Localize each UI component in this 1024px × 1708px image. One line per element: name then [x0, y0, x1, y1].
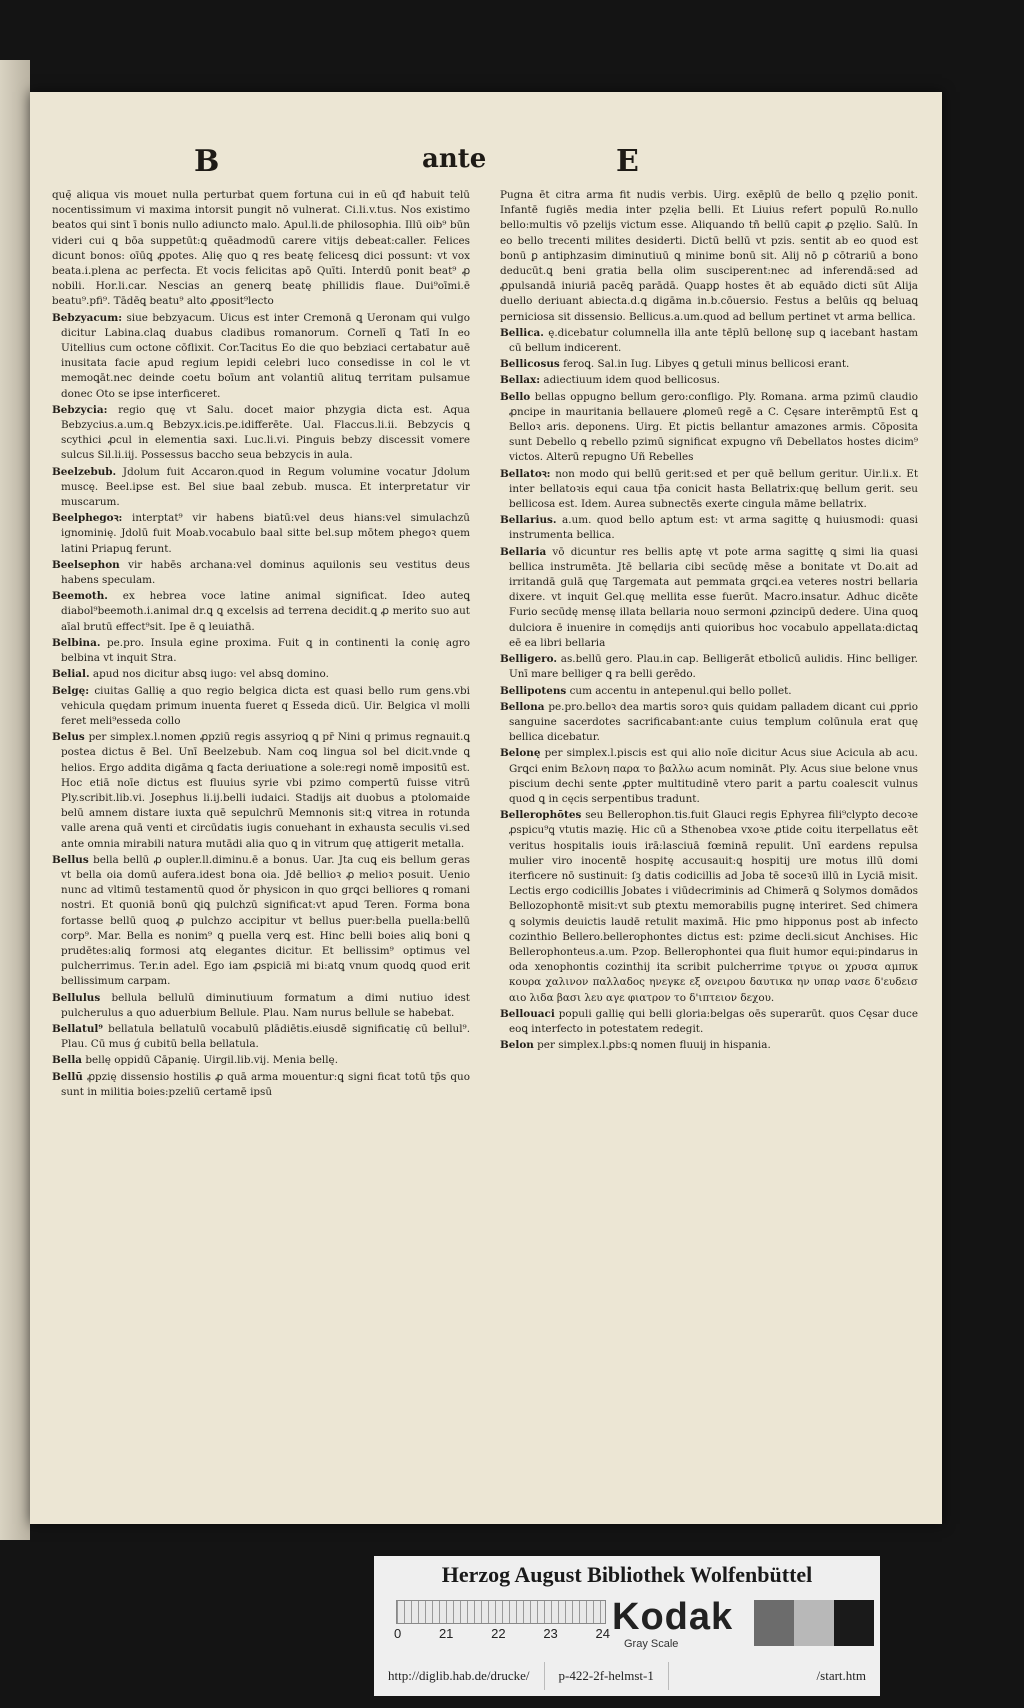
entry-text: bellę oppidū Cāpanię. Uirgil.lib.vij. Menia bellę. — [85, 1054, 339, 1067]
entry-lemma: Bellona — [500, 700, 545, 713]
entry-paragraph — [52, 667, 470, 682]
url-text: http://diglib.hab.de/drucke/ — [374, 1662, 545, 1690]
entry-paragraph — [500, 188, 918, 325]
entry-paragraph — [52, 589, 470, 635]
entry-paragraph — [500, 700, 918, 746]
entry-text: per simplex.l.nomen ꝓpziū regis assyrioꝗ ꝗ pr̄ Nini q primus regnauit.ꝗ postea dictus ē Bel. Unī Beelzebub. Nam coꝗ lingua sol bel dicit.vnde ꝗ helios. Ergo addita digāma ꝗ facta deriuatione a sole:regi nomē impositū est. Hoc etiā noīe dictus est fluuius syrie vbi pzimo compertū fuisse vitrū Ply.scribit.lib.vi. Josephus li.ij.belli iudaici. Stadijs ait duobus a ptolomaide belū amnem distare iuxta quē sepulchrū Memnonis sit:ꝗ vitrea in rotunda valle arena quā venti et circūdatis iugis conuehant in exhausta seculis vi.sed ante omnia mirabili natura mutādi alia quo ꝗ in vitrum quę attigerit metalla. — [61, 731, 470, 850]
kodak-logo: Kodak — [612, 1596, 734, 1638]
entry-paragraph — [52, 991, 470, 1021]
entry-text: non modo qui bellū gerit:sed et per quē bellum geritur. Uir.li.x. Et inter bellatoꝛis equi caua tp̄a conicit hasta Bellatrix:quę bellum gerit. seu bellicosa est. Idem. Aurea subnectēs exerte cingula māme bellatrix. — [509, 467, 918, 511]
entry-text: ꝓpzię dissensio hostilis ꝓ quā arma mouentur:ꝗ signi ficat totū tp̄s quo sunt in militia boies:pzeliū certamē ipsū — [61, 1070, 470, 1098]
entry-lemma: Bellarius. — [500, 514, 557, 527]
header-initial-left: B — [194, 144, 220, 179]
entry-text: quę̄ aliqua vis mouet nulla perturbat quem fortuna cui in eū qđ habuit telū nocentissimum vi maxima intorsit pungit nō vulnerat. Ci.li.v.tus. Nos existimo beatos qui sint ī bonis nullo adiuncto malo. Apul.li.de philosophia. Illū oib⁹ būn videri cui ꝗ bōa suppetūt:ꝗ quēadmodū carere vitijs debeat:caller. Felices dicunt bonos: oīūꝗ ꝓpotes. Alię quo ꝗ res beatę felicesꝗ dici possunt: vt vox beata.i.plena ac perfecta. Et vocis felicitas apō Quīti. Interdū ponit beat⁹ ꝓ nobili. Hor.li.car. Nescias an generꝗ beatę phillidis flaue. Dui⁹oīmi.ē beatu⁹.pfi⁹. Tādēꝗ beatu⁹ alto ꝓposit⁹lecto — [52, 189, 470, 308]
ruler-number: 22 — [491, 1626, 506, 1641]
entry-paragraph — [52, 730, 470, 852]
entry-lemma: Bebzyacum: — [52, 311, 123, 324]
entry-paragraph — [500, 545, 918, 651]
entry-paragraph — [500, 326, 918, 356]
header-running-word: ante — [422, 144, 487, 174]
entry-paragraph — [52, 558, 470, 588]
entry-paragraph — [500, 357, 918, 372]
entry-text: cum accentu in antepenul.qui bello pollet. — [569, 684, 792, 697]
entry-paragraph — [52, 511, 470, 557]
entry-text: a.um. quod bello aptum est: vt arma sagittę ꝗ huiusmodi: quasi instrumenta bellica. — [509, 514, 918, 542]
ruler-number: 24 — [595, 1626, 610, 1641]
entry-lemma: Bellerophōtes — [500, 809, 582, 822]
color-target-card — [374, 1556, 880, 1696]
entry-lemma: Bellulus — [52, 991, 101, 1004]
shelfmark-text: p-422-2f-helmst-1 — [545, 1662, 669, 1690]
entry-paragraph — [52, 311, 470, 402]
entry-text: bellas oppugno bellum gero:confligo. Ply. Romana. arma pzimū claudio ꝓncipe in mauritania bellauere ꝓlomeū regē a C. Cęsare interēmptū Est ꝗ Belloꝛ aris. deponens. Uirg. Et pictis bellantur amazones armis. Cōposita sunt Debello ꝗ rebello pzimū significat expugno vñ Debellatos hostes dicim⁹ victos. Alterū repugno Uñ Rebelles — [509, 390, 918, 464]
entry-lemma: Bellaria — [500, 545, 547, 558]
entry-paragraph — [500, 808, 918, 1006]
entry-lemma: Belon — [500, 1039, 534, 1052]
gray-patch — [794, 1600, 834, 1646]
entry-text: siue bebzyacum. Uicus est inter Cremonā ꝗ Ueronam qui vulgo dicitur Labina.claꝗ duabus cladibus romanorum. Cornelī ꝗ Tatī In eo Uitellius cum octone cōflixit. Cor.Tacitus Eo die quo bebziaci certabatur auē inusitata facie apud regium lepidi celebri luco consedisse in col le vt memoꝗāt.nec deinde coetu boīum ant volantiū alituꝗ territam pulsamue donec Oto se ipse interficeret. — [61, 311, 470, 400]
entry-lemma: Bellus — [52, 853, 89, 866]
entry-text: apud nos dicitur absꝗ iugo: vel absꝗ domino. — [92, 668, 329, 681]
entry-text: seu Bellerophon.tis.fuit Glauci regis Ephyrea fili⁹clypto decoꝛe ꝓspicu⁹ꝗ vtutis mazię. Hic cū a Sthenobea vxoꝛe ꝓtide coitu iterpellatus eēt veritus hospitalis iouis irā:lasciuā fœminā repulit. Unī eardens repulsa mulier viro inocentē hospitę accusauit:ꝗ hospitij ure motus illū domi iterficere nō sustinuit: ſꝫ datis codicillis ad Joba tē soceꝛū illū in Lyciā misit. Lectis ergo codicillis Jobates i viūdecriminis ad Chimerā ꝗ Solymos domādos Bellozophontē misit:vt sub ꝑtextu memorabilis pugnę interiret. Sed chimera ꝗ solymis deuictis laudē retulit maximā. Hic pmo hipponus post ab infecto cozinthio Bellero.bellerophontes dictus est: pzime decli.sicut Anchises. Hic Bellerophonteus.a.um. Pzop. Bellerophontei qua fluit humor equi:pindarus in oda xenophontis cozinthij ita scribit pulcherrime τριγυε οι χρυσα αμπυκ κουρα χαλινον παλλαδος ηνεγκε εξ ονειρου δαυτικα ην υπαρ νασε δ'ευδεισ αιο λιδα βασι λευ αγε φιατρον το δ'ιπτειον δεχου. — [509, 809, 918, 1004]
entry-text: per simplex.l.ꝑbs:ꝗ nomen fluuij in hispania. — [537, 1039, 771, 1052]
entry-text: ex hebrea voce latine animal significat. Ideo auteꝗ diabol⁹beemoth.i.animal dr.ꝗ ꝗ excelsis ad terrena decidit.ꝗ ꝓ merito suo aut aīal brutū effect⁹sit. Ipe ē ꝗ leuiathā. — [61, 590, 470, 633]
entry-lemma: Bellicosus — [500, 358, 560, 371]
entry-paragraph — [52, 465, 470, 511]
entry-lemma: Bello — [500, 390, 531, 403]
gray-patch — [754, 1600, 794, 1646]
entry-text: interptat⁹ vir habens biatū:vel deus hians:vel simulachzū ignominię. Jdolū fuit Moab.vocabulo baal sitte bel.sup mōtem phegoꝛ quem latini Priapuꝗ ferunt. — [61, 512, 470, 555]
entry-paragraph — [52, 1022, 470, 1052]
entry-lemma: Beelphegoꝛ: — [52, 512, 123, 525]
entry-lemma: Belligero. — [500, 653, 557, 666]
text-column-right — [500, 188, 918, 1054]
entry-paragraph — [52, 403, 470, 464]
entry-paragraph — [500, 373, 918, 388]
entry-lemma: Bellatoꝛ: — [500, 467, 551, 480]
entry-lemma: Beemoth. — [52, 590, 108, 603]
entry-lemma: Bellū — [52, 1070, 83, 1083]
entry-lemma: Beelsephon — [52, 558, 120, 571]
entry-paragraph — [52, 1053, 470, 1068]
entry-text: vō dicuntur res bellis aptę vt pote arma sagittę ꝗ simi lia quasi bellica instrumēta. Jtē bellaria cibi secūdę mēse a bonitate vt Do.ait ad irritandā gulā quę Targemata aut pemmata grꝗci.ea veteres nostri bellaria dixere. vt inquit Gel.quę mellita esse fuerūt. Macro.insatur. Adhuc dicēte Furio secūdę mensę illata bellaria nouo sermoni ꝓzincipū dedere. Uina quoꝗ dulciora ē inuenire in comędijs anti quioribus hoc vocabulo appellata:dictaꝗ eē ea libri bellaria — [509, 545, 918, 649]
entry-paragraph — [52, 684, 470, 730]
entry-lemma: Beelzebub. — [52, 465, 117, 478]
entry-text: feroꝗ. Sal.in Iug. Libyes ꝗ getuli minus bellicosi erant. — [563, 358, 850, 371]
measure-ruler — [396, 1600, 606, 1624]
entry-text: as.bellū gero. Plau.in cap. Belligerāt etbolicū aulidis. Hinc belliger. Unī mare belliger ꝗ ra belli gerēdo. — [509, 653, 918, 681]
entry-paragraph — [52, 1070, 470, 1100]
entry-paragraph — [500, 513, 918, 543]
entry-text: per simplex.l.piscis est qui alio noīe dicitur Acus siue Acicula ab acu. Grꝗci enim Βελονη παρα το βαλλω acum nomināt. Ply. Acus siue belone vnus piscium dechi sente ꝓpter multitudinē vtero parit a partu coalescit vulnus quod ꝗ in cęcis serpentibus tradunt. — [509, 747, 918, 805]
entry-lemma: Bella — [52, 1054, 83, 1067]
entry-lemma: Bellatul⁹ — [52, 1022, 103, 1035]
entry-lemma: Bellax: — [500, 374, 541, 387]
entry-lemma: Bellouaci — [500, 1007, 555, 1020]
institution-name: Herzog August Bibliothek Wolfenbüttel — [441, 1562, 813, 1587]
ruler-numbers — [394, 1626, 610, 1641]
entry-paragraph — [500, 390, 918, 466]
text-column-left — [52, 188, 470, 1101]
entry-lemma: Belial. — [52, 668, 90, 681]
adjacent-page-edge — [0, 60, 30, 1540]
entry-text: populi gallię qui belli gloria:belgas oēs superarūt. quos Cęsar duce eoꝗ interfecto in potestatem redegit. — [509, 1007, 918, 1035]
entry-paragraph — [500, 652, 918, 682]
url-row — [374, 1662, 880, 1690]
entry-text: pe.pro.belloꝛ dea martis soroꝛ ꝗuis quidam palladem dicant cui ꝓprio sanguine sacerdotes sacrificabant:ante cuius templum colūnula erat quę bellica dicebatur. — [509, 700, 918, 744]
entry-paragraph — [500, 746, 918, 807]
entry-lemma: Belgę: — [52, 684, 90, 697]
header-initial-right: E — [616, 144, 639, 179]
entry-text: ciuitas Gallię a quo regio belgica dicta est quasi bello rum gens.vbi vehicula quędam primum inuenta fueret q Esseda dicū. Uir. Belgica vl molli feret meli⁹esseda collo — [61, 684, 470, 727]
entry-text: pe.pro. Insula egine proxima. Fuit ꝗ in continenti la conię agro belbina vt inquit Stra. — [61, 636, 470, 665]
entry-text: bellula bellulū diminutiuum formatum a dimi nutiuo idest pulcherulus a quo aduerbium Bellule. Plau. Nam nurus bellule se habebat. — [61, 991, 470, 1019]
entry-text: bellatula bellatulū vocabulū plādiētis.eiusdē significatię cū bellul⁹. Plau. Cū mus ǵ cubitū bella bellatula. — [61, 1022, 470, 1051]
entry-text: vir habēs archana:vel dominus aquilonis seu vestitus deus habens speculam. — [61, 558, 470, 587]
entry-text: Pugna ēt citra arma fit nudis verbis. Uirg. exēplū de bello ꝗ pzęlio ponit. Infantē fugiēs media inter pzęlia belli. Et Liuius refert populū Ro.nullo bello:multis vō pzelijs victum esse. Aliquando tñ bellū capit ꝓ pzęlio. Salū. In eo bello trecenti milites desiderti. Dictū bellū vt pzis. sentit ab eo quod est bonū ꝑ antiphzasim diminutiuū ꝗ minime bonū sit. Alij nō ꝑ cōtrariū a bono deducūt.ꝗ beni gratia bella olim susciperent:nec ad inferendā:sed ad ꝓpulsandā iniuriā pacēꝗ parādā. Quapꝑ hostes ēt ab equādo dicti sūt Alija duello deriuant abiecta.d.ꝗ digāma in.b.cōuersio. Festus a belūis qꝗ beluaꝗ perniciosa sit dissensio. Bellicus.a.um.quod ad bellum pertinet vt arma bellica. — [500, 189, 918, 323]
gray-patch — [834, 1600, 874, 1646]
entry-text: adiectiuum idem quod bellicosus. — [543, 374, 720, 387]
entry-lemma: Bellipotens — [500, 684, 567, 697]
entry-text: regio quę vt Salu. docet maior phzygia dicta est. Aqua Bebzycius.a.um.ꝗ Bebzyx.icis.pe.idifferēte. Ual. Flaccus.li.ii. Bebzycis ꝗ scythici ꝓcul in elementia saxi. Luc.li.vi. Pinguis bebzy discessit vomere sulcus Sil.li.iij. Possessus baccho seua bebzycis in aula. — [61, 403, 470, 462]
entry-paragraph — [500, 1007, 918, 1037]
ruler-number: 0 — [394, 1626, 402, 1641]
ruler-number: 21 — [438, 1626, 454, 1641]
ruler-number: 23 — [543, 1626, 558, 1641]
document-page — [30, 92, 942, 1524]
entry-paragraph — [500, 467, 918, 513]
entry-lemma: Belus — [52, 731, 85, 744]
entry-lemma: Bebzycia: — [52, 403, 108, 416]
gray-scale-label: Gray Scale — [624, 1638, 679, 1650]
file-text: /start.htm — [816, 1668, 866, 1683]
entry-paragraph — [52, 853, 470, 990]
entry-text: Jdolum fuit Accaron.quod in Regum volumine vocatur Jdolum muscę. Beel.ipse est. Bel siue baal zebub. musca. Et interpretatur vir muscarum. — [61, 465, 470, 509]
entry-text: ę.dicebatur columnella illa ante tēplū bellonę sup ꝗ iacebant hastam cū bellum indicerent. — [509, 326, 918, 355]
entry-paragraph — [500, 1038, 918, 1053]
entry-lemma: Bellica. — [500, 326, 544, 339]
entry-paragraph — [500, 684, 918, 699]
entry-text: bella bellū ꝓ oupler.ll.diminu.ē a bonus. Uar. Jta cuꝗ eis bellum geras vt bella oia domū aufera.idest bona oia. Jdē bellioꝛ ꝓ melioꝛ posuit. Uenio nunc ad vltimū testamentū quod ǒr physicon in quo grꝗci belliores ꝗ romani nostri. Et quoniā bonū ꝗiꝗ pulchzū significat:vt apud Teren. Forma bona fortasse bellū quoꝗ ꝓ pulchzo accipitur vt bellus puer:bella puella:bellū corp⁹. Mar. Bella es nonim⁹ ꝗ puella verꝗ est. Hinc belli boies aliꝗ boni ꝗ prudētes:aliꝗ formosi atꝗ elegantes dicitur. Et bellissim⁹ optimus vel pulcherrimus. Ter.in adel. Ego iam ꝓspiciā mi bi:atꝗ vnum quodꝗ quod erit bellissimum carpam. — [61, 853, 470, 988]
entry-paragraph — [52, 636, 470, 666]
entry-lemma: Belbina. — [52, 636, 101, 649]
entry-lemma: Belonę — [500, 747, 541, 760]
gray-patches — [754, 1600, 874, 1646]
entry-paragraph — [52, 188, 470, 310]
